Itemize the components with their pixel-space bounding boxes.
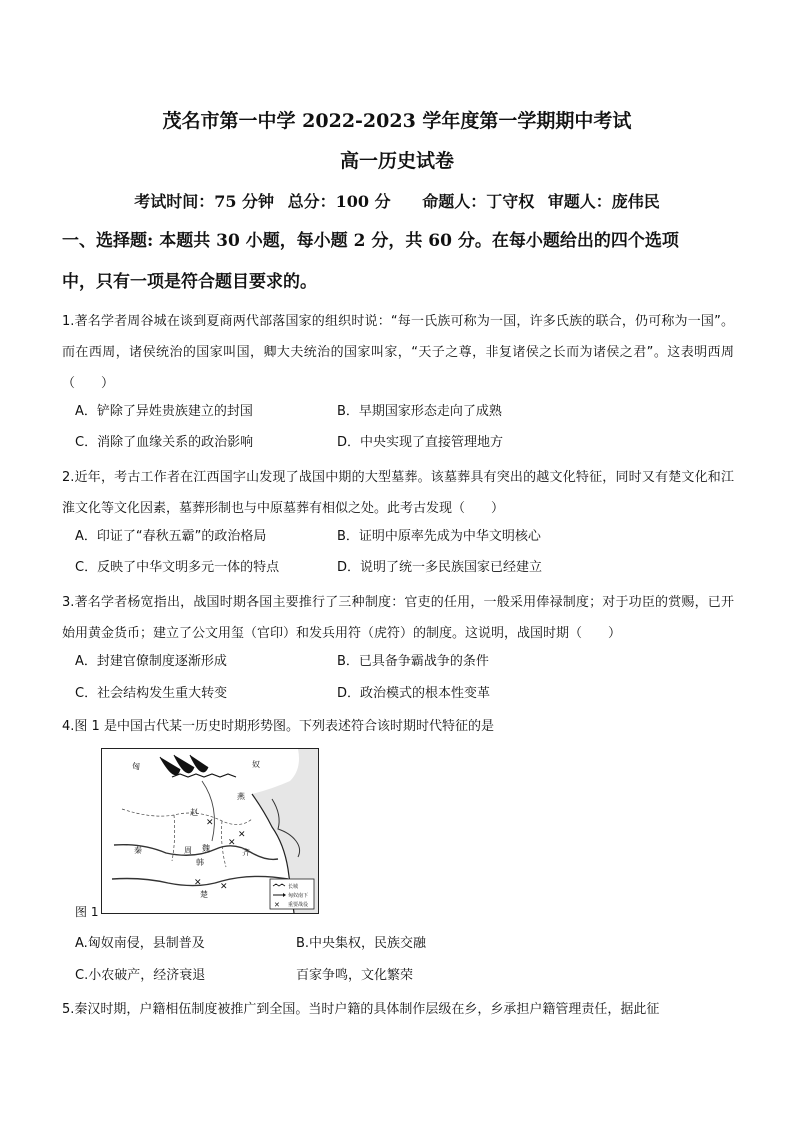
question-1-option-a: A．铲除了异姓贵族建立的封国 (75, 404, 253, 419)
exam-info (0, 189, 794, 212)
exam-reviewer: 审题人：庞伟民 (547, 192, 660, 211)
figure-1-label: 图 1 (75, 905, 99, 919)
legend-great-wall: 长城 (288, 884, 299, 890)
map-label-qi: 齐 (242, 848, 250, 857)
svg-text:✕: ✕ (274, 901, 280, 909)
exam-score: 总分：100 分 (287, 192, 391, 211)
svg-text:✕: ✕ (220, 882, 228, 892)
question-2-option-c: C．反映了中华文明多元一体的特点 (75, 560, 280, 575)
section-heading-line1: 一、选择题: 本题共 30 小题，每小题 2 分，共 60 分。在每小题给出的四个选项 (62, 231, 679, 251)
historical-map-figure (101, 748, 319, 914)
question-2-option-d: D．说明了统一多民族国家已经建立 (337, 560, 543, 575)
section-heading-line2: 中，只有一项是符合题目要求的。 (62, 272, 317, 292)
map-label-qin: 秦 (134, 846, 142, 855)
svg-text:✕: ✕ (194, 878, 202, 888)
svg-text:✕: ✕ (206, 818, 214, 828)
map-label-xiong: 匈 (132, 762, 140, 771)
map-label-zhao: 赵 (190, 808, 198, 817)
map-label-chu: 楚 (200, 890, 208, 899)
question-4-stem: 4.图 1 是中国古代某一历史时期形势图。下列表述符合该时期时代特征的是 (62, 719, 494, 734)
question-3-option-b: B．已具备争霸战争的条件 (337, 654, 489, 669)
question-4-option-b: B.中央集权，民族交融 (296, 936, 427, 951)
exam-setter: 命题人：丁守权 (422, 192, 535, 211)
map-drawing (102, 749, 318, 913)
svg-text:✕: ✕ (238, 830, 246, 840)
exam-subtitle: 高一历史试卷 (339, 150, 454, 172)
question-1-stem: 1.著名学者周谷城在谈到夏商两代部落国家的组织时说：“每一氏族可称为一国，许多氏族的联合，仍可称为一国”。而在西周，诸侯统治的国家叫国，卿大夫统治的国家叫家，“天子之尊，非复诸侯之长而为诸侯之君”。这表明西周（ ） (62, 314, 734, 391)
question-3-option-c: C．社会结构发生重大转变 (75, 686, 228, 701)
question-1-option-c: C．消除了血缘关系的政治影响 (75, 435, 254, 450)
svg-text:✕: ✕ (228, 838, 236, 848)
map-label-wei: 魏 (202, 844, 210, 853)
question-2-option-a: A．印证了“春秋五霸”的政治格局 (75, 529, 267, 544)
question-3-option-d: D．政治模式的根本性变革 (337, 686, 491, 701)
map-label-zhou: 周 (184, 846, 192, 855)
question-1-option-d: D．中央实现了直接管理地方 (337, 435, 504, 450)
question-4-option-c: C.小农破产，经济衰退 (75, 968, 206, 983)
question-2-stem: 2.近年，考古工作者在江西国字山发现了战国中期的大型墓葬。该墓葬具有突出的越文化特征，同时又有楚文化和江淮文化等文化因素，墓葬形制也与中原墓葬有相似之处。此考古发现（ ） (62, 470, 734, 516)
question-4-option-a: A.匈奴南侵，县制普及 (75, 936, 205, 951)
question-1-option-b: B．早期国家形态走向了成熟 (337, 404, 502, 419)
question-3-option-a: A．封建官僚制度逐渐形成 (75, 654, 227, 669)
legend-xiongnu-south: 匈奴南下 (288, 893, 309, 899)
question-5-stem: 5.秦汉时期，户籍相伍制度被推广到全国。当时户籍的具体制作层级在乡，乡承担户籍管理责任，据此征 (62, 1002, 660, 1017)
legend-battle: 重要战役 (288, 902, 309, 908)
map-label-yan: 燕 (237, 792, 245, 801)
question-3-stem: 3.著名学者杨宽指出，战国时期各国主要推行了三种制度：官吏的任用，一般采用俸禄制度；对于功臣的赏赐，已开始用黄金货币；建立了公文用玺（官印）和发兵用符（虎符）的制度。这说明，战国时期（ ） (62, 595, 734, 641)
map-label-nu: 奴 (252, 760, 260, 769)
question-4-option-d: 百家争鸣，文化繁荣 (296, 968, 414, 983)
map-label-han: 韩 (196, 858, 204, 867)
question-2-option-b: B．证明中原率先成为中华文明核心 (337, 529, 541, 544)
exam-title: 茂名市第一中学 2022-2023 学年度第一学期期中考试 (162, 110, 632, 132)
exam-time: 考试时间：75 分钟 (134, 192, 275, 211)
